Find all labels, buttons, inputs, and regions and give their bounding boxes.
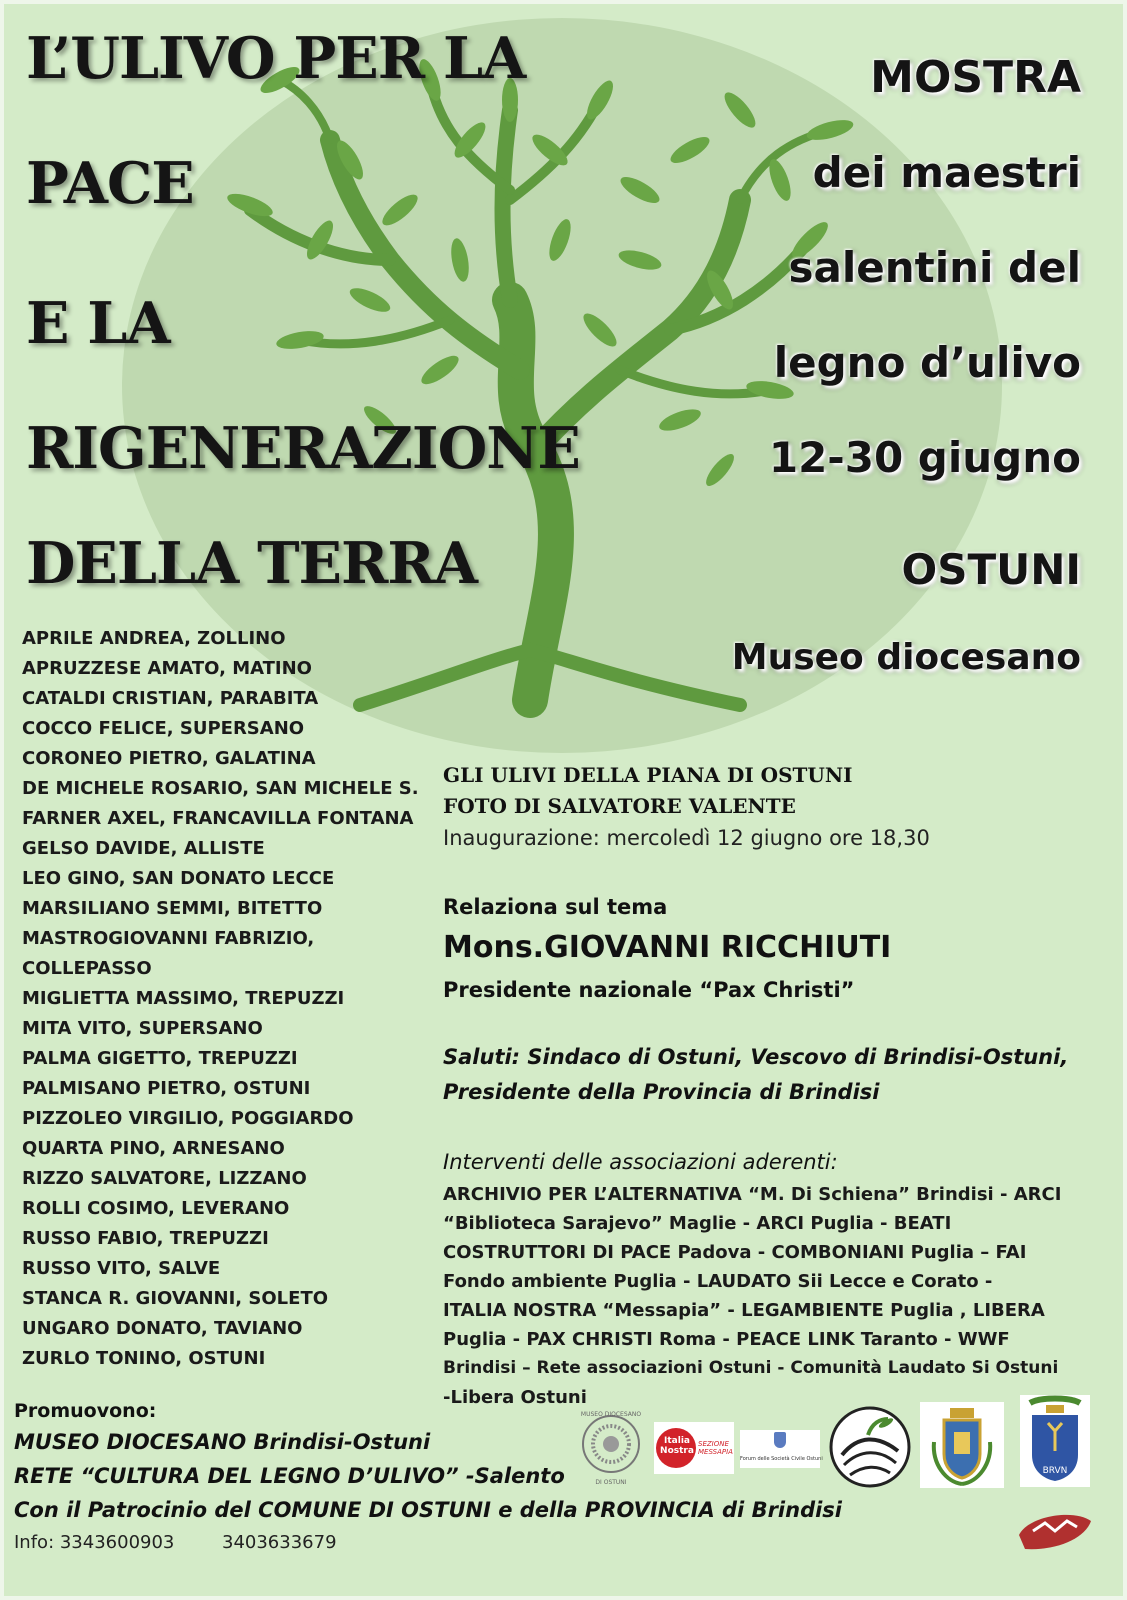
artist-item: MIGLIETTA MASSIMO, TREPUZZI [22,988,345,1009]
brindisi-shield-icon [1020,1395,1090,1487]
provincia-brindisi-logo [1020,1395,1090,1487]
artist-item: RIZZO SALVATORE, LIZZANO [22,1168,307,1189]
comune-ostuni-logo [920,1402,1004,1488]
artist-item: MARSILIANO SEMMI, BITETTO [22,898,323,919]
artist-item: ZURLO TONINO, OSTUNI [22,1348,266,1369]
association-line: COSTRUTTORI DI PACE Padova - COMBONIANI Puglia – FAI [443,1242,1027,1263]
artist-list [22,624,419,1374]
artist-item: STANCA R. GIOVANNI, SOLETO [22,1288,329,1309]
artist-item: MASTROGIOVANNI FABRIZIO, [22,928,315,949]
forum-text: Forum delle Società Civile Ostuni [740,1456,823,1462]
ribbon-logo [1015,1505,1095,1553]
rete-legno-ulivo-logo [828,1405,912,1489]
promoter-rete: RETE “CULTURA DEL LEGNO D’ULIVO” -Salento [14,1464,565,1488]
subtitle-line-1: dei maestri [812,148,1081,197]
speaker-name: Mons.GIOVANNI RICCHIUTI [443,930,892,965]
museo-diocesano-logo [578,1408,644,1488]
info-phone-2: 3403633679 [222,1532,337,1553]
associations-list [443,1180,1123,1412]
sezione-messapia-text: SEZIONE MESSAPIA [698,1440,733,1456]
association-line: -Libera Ostuni [443,1387,587,1408]
association-line: ITALIA NOSTRA “Messapia” - LEGAMBIENTE Puglia , LIBERA [443,1300,1045,1321]
association-line: “Biblioteca Sarajevo” Maglie - ARCI Puglia - BEATI [443,1213,952,1234]
artist-item: APRILE ANDREA, ZOLLINO [22,628,286,649]
artist-item: CATALDI CRISTIAN, PARABITA [22,688,319,709]
artist-item: ROLLI COSIMO, LEVERANO [22,1198,290,1219]
crest-icon [774,1432,786,1448]
subtitle-line-2: salentini del [788,243,1081,292]
photo-credit: FOTO DI SALVATORE VALENTE [443,794,796,818]
artist-item: PALMA GIGETTO, TREPUZZI [22,1048,298,1069]
speaker-intro: Relaziona sul tema [443,895,668,919]
artist-item: RUSSO FABIO, TREPUZZI [22,1228,269,1249]
exhibition-dates: 12-30 giugno [768,433,1081,482]
title-line-5: DELLA TERRA [26,530,477,597]
artist-item: COCCO FELICE, SUPERSANO [22,718,305,739]
forum-logo [740,1430,823,1468]
italia-nostra-text: Italia Nostra [660,1436,694,1456]
subtitle-line-3: legno d’ulivo [773,338,1081,387]
associations-heading: Interventi delle associazioni aderenti: [443,1150,838,1174]
city-name: OSTUNI [901,545,1081,594]
artist-item: DE MICHELE ROSARIO, SAN MICHELE S. [22,778,419,799]
association-line: ARCHIVIO PER L’ALTERNATIVA “M. Di Schiena” Brindisi - ARCI [443,1184,1062,1205]
patronage-line: Con il Patrocinio del COMUNE DI OSTUNI e della PROVINCIA di Brindisi [14,1498,843,1522]
artist-item: CORONEO PIETRO, GALATINA [22,748,316,769]
title-line-4: RIGENERAZIONE [26,415,580,482]
inauguration-info: Inaugurazione: mercoledì 12 giugno ore 18,30 [443,826,930,850]
association-line: Puglia - PAX CHRISTI Roma - PEACE LINK Taranto - WWF [443,1329,1010,1350]
greetings-line-2: Presidente della Provincia di Brindisi [443,1080,880,1104]
title-line-3: E LA [26,290,170,357]
artist-item: PALMISANO PIETRO, OSTUNI [22,1078,311,1099]
ostuni-crest-icon [920,1402,1004,1488]
artist-item: LEO GINO, SAN DONATO LECCE [22,868,335,889]
italia-nostra-logo [654,1422,734,1474]
artist-item: GELSO DAVIDE, ALLISTE [22,838,265,859]
photo-title: GLI ULIVI DELLA PIANA DI OSTUNI [443,763,853,787]
artist-item: QUARTA PINO, ARNESANO [22,1138,285,1159]
brvn-text: BRVN [1042,1466,1068,1476]
museo-bottom-text: DI OSTUNI [595,1479,627,1486]
venue-name: Museo diocesano [731,637,1081,678]
title-line-2: PACE [26,150,194,217]
speaker-role: Presidente nazionale “Pax Christi” [443,978,855,1002]
promoter-museo: MUSEO DIOCESANO Brindisi-Ostuni [14,1430,431,1454]
title-line-1: L’ULIVO PER LA [26,25,526,92]
association-line: Brindisi – Rete associazioni Ostuni - Comunità Laudato Si Ostuni [443,1358,1059,1378]
artist-item: UNGARO DONATO, TAVIANO [22,1318,303,1339]
artist-item: APRUZZESE AMATO, MATINO [22,658,312,679]
info-phone-1: Info: 3343600903 [14,1532,175,1553]
greetings-line-1: Saluti: Sindaco di Ostuni, Vescovo di Brindisi-Ostuni, [443,1045,1069,1069]
artist-item: RUSSO VITO, SALVE [22,1258,221,1279]
mostra-label: MOSTRA [870,52,1081,103]
artist-item: MITA VITO, SUPERSANO [22,1018,263,1039]
artist-item: FARNER AXEL, FRANCAVILLA FONTANA [22,808,414,829]
museo-ring-text: MUSEO DIOCESANO [580,1411,642,1418]
artist-item: COLLEPASSO [22,958,152,979]
promoters-label: Promuovono: [14,1400,157,1422]
association-line: Fondo ambiente Puglia - LAUDATO Sii Lecce e Corato - [443,1271,993,1292]
artist-item: PIZZOLEO VIRGILIO, POGGIARDO [22,1108,354,1129]
